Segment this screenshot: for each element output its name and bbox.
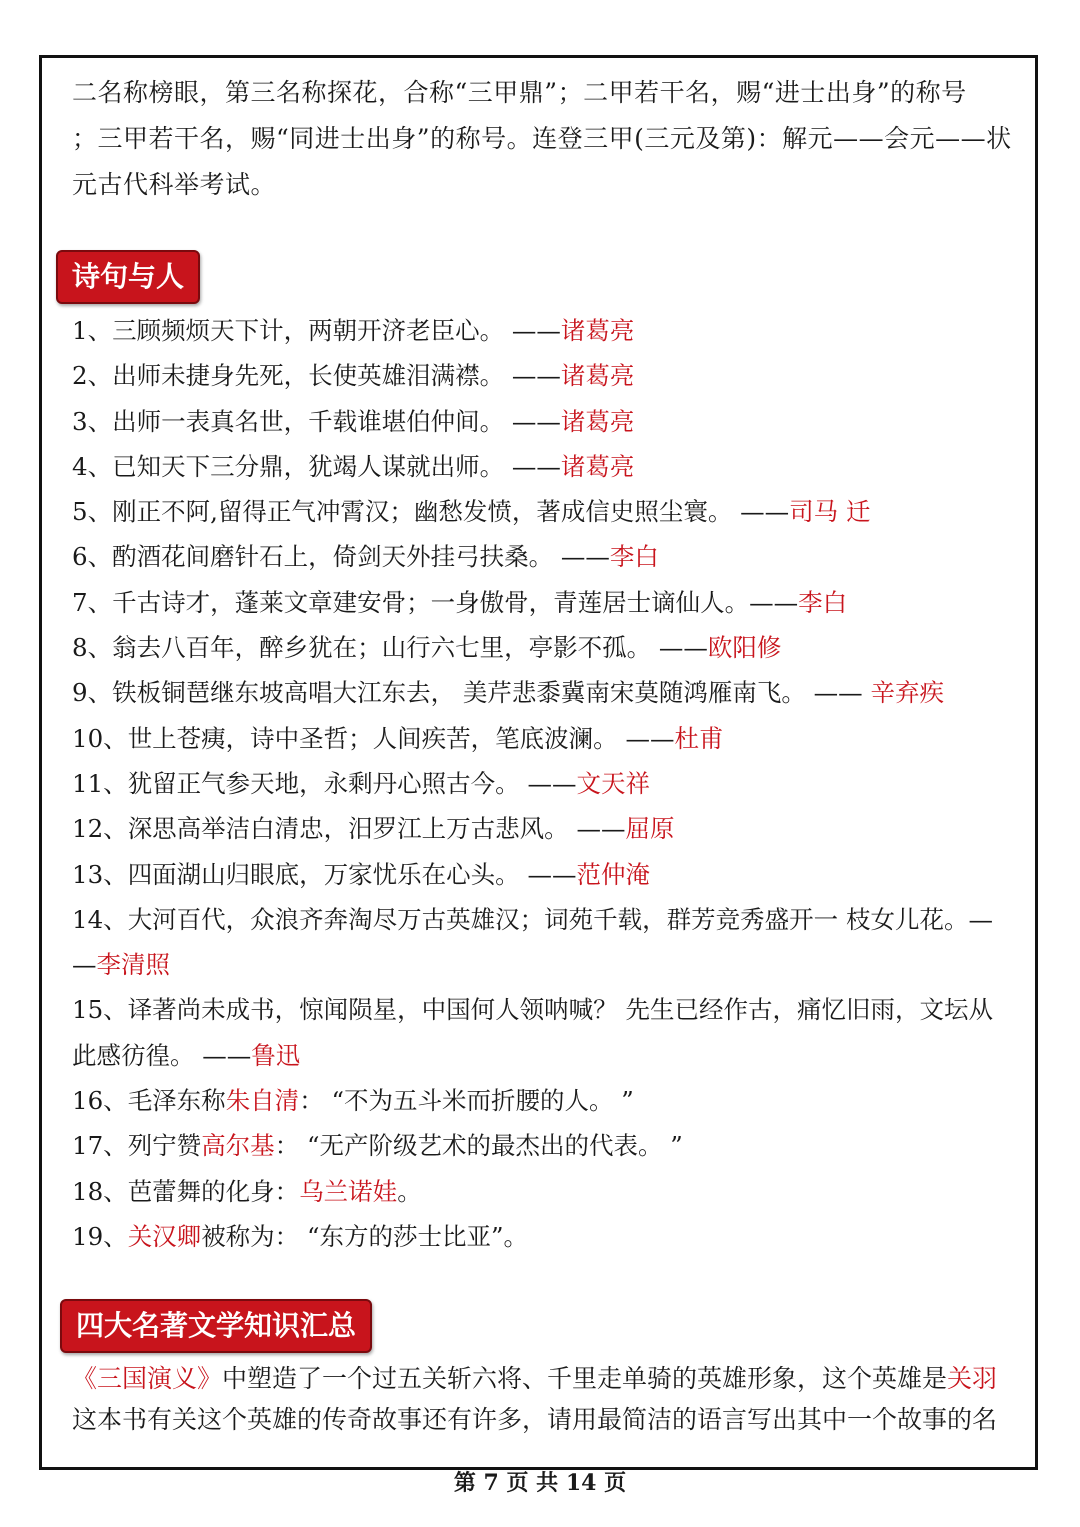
list-item: 6、酌酒花间磨针石上，倚剑天外挂弓扶桑。 ——李白	[72, 542, 659, 572]
person-name: 乌兰诺娃	[299, 1176, 398, 1206]
list-item: 1、三顾频烦天下计，两朝开济老臣心。 ——诸葛亮	[72, 316, 635, 345]
section-title-novels: 四大名著文学知识汇总	[60, 1299, 372, 1353]
author: 辛弃疾	[870, 678, 944, 708]
list-item: 19、关汉卿被称为： “东方的莎士比亚”。	[72, 1221, 529, 1251]
list-item: 5、刚正不阿,留得正气冲霄汉；幽愁发愤，著成信史照尘寰。 ——司马 迁	[72, 497, 871, 527]
author: 诸葛亮	[560, 406, 635, 436]
author: 李白	[609, 542, 659, 572]
book-title: 《三国演义》	[72, 1364, 223, 1393]
section-title-poems: 诗句与人	[56, 250, 200, 304]
page-footer: 第 7 页 共 14 页	[453, 1470, 627, 1496]
list-item: 3、出师一表真名世，千载谁堪伯仲间。 ——诸葛亮	[72, 406, 635, 436]
author: 诸葛亮	[560, 451, 635, 481]
author: 文天祥	[576, 768, 650, 798]
poem-list	[72, 308, 1032, 1259]
novel-paragraph	[72, 1358, 1022, 1440]
intro-paragraph	[72, 70, 1032, 208]
list-item: 16、毛泽东称朱自清： “不为五斗米而折腰的人。 ”	[72, 1086, 634, 1116]
author: 诸葛亮	[560, 361, 635, 391]
list-item: 9、铁板铜琶继东坡高唱大江东去， 美芹悲黍冀南宋莫随鸿雁南飞。 —— 辛弃疾	[72, 678, 944, 708]
person-name: 高尔基	[201, 1131, 275, 1161]
intro-line-1: 二名称榜眼，第三名称探花，合称“三甲鼎”；二甲若干名，赐“进士出身”的称号	[72, 78, 967, 107]
list-item-cont: 此感彷徨。 ——鲁迅	[72, 1040, 301, 1070]
list-item: 2、出师未捷身先死，长使英雄泪满襟。 ——诸葛亮	[72, 361, 635, 391]
list-item: 8、翁去八百年，醉乡犹在；山行六七里，亭影不孤。 ——欧阳修	[72, 633, 782, 663]
list-item: 10、世上苍痍，诗中圣哲；人间疾苦，笔底波澜。 ——杜甫	[72, 723, 724, 753]
intro-line-3: 元古代科举考试。	[72, 170, 277, 199]
novel-line-2: 这本书有关这个英雄的传奇故事还有许多，请用最简洁的语言写出其中一个故事的名	[72, 1405, 998, 1434]
list-item: 15、译著尚未成书，惊闻陨星，中国何人领呐喊？ 先生已经作古，痛忆旧雨，文坛从	[72, 995, 993, 1025]
list-item: 13、四面湖山归眼底，万家忧乐在心头。 ——范仲淹	[72, 859, 650, 889]
author: 司马 迁	[789, 497, 871, 527]
author: 欧阳修	[707, 633, 782, 663]
author: 李清照	[96, 950, 170, 980]
list-item: 11、犹留正气参天地，永剩丹心照古今。 ——文天祥	[72, 768, 650, 798]
list-item-cont: —李清照	[72, 950, 170, 980]
author: 范仲淹	[576, 859, 650, 889]
intro-line-2: ；三甲若干名，赐“同进士出身”的称号。连登三甲(三元及第)：解元——会元——状	[72, 124, 1012, 153]
person-name: 关汉卿	[127, 1221, 202, 1251]
author: 李白	[798, 587, 848, 617]
author: 诸葛亮	[560, 316, 635, 345]
author: 杜甫	[674, 723, 724, 753]
list-item: 14、大河百代，众浪齐奔淘尽万古英雄汉；词苑千载，群芳竞秀盛开一 枝女儿花。—	[72, 904, 993, 934]
list-item: 18、芭蕾舞的化身：乌兰诺娃。	[72, 1176, 422, 1206]
list-item: 12、深思高举洁白清忠，汨罗江上万古悲风。 ——屈原	[72, 814, 675, 844]
author: 鲁迅	[251, 1040, 301, 1070]
person-name: 朱自清	[225, 1086, 300, 1116]
list-item: 4、已知天下三分鼎，犹竭人谋就出师。 ——诸葛亮	[72, 451, 635, 481]
novel-line-1: 《三国演义》中塑造了一个过五关斩六将、千里走单骑的英雄形象，这个英雄是关羽	[72, 1364, 998, 1393]
hero-name: 关羽	[947, 1364, 998, 1393]
author: 屈原	[625, 814, 675, 844]
list-item: 17、列宁赞高尔基： “无产阶级艺术的最杰出的代表。 ”	[72, 1131, 683, 1161]
list-item: 7、千古诗才，蓬莱文章建安骨；一身傲骨，青莲居士谪仙人。——李白	[72, 587, 848, 617]
